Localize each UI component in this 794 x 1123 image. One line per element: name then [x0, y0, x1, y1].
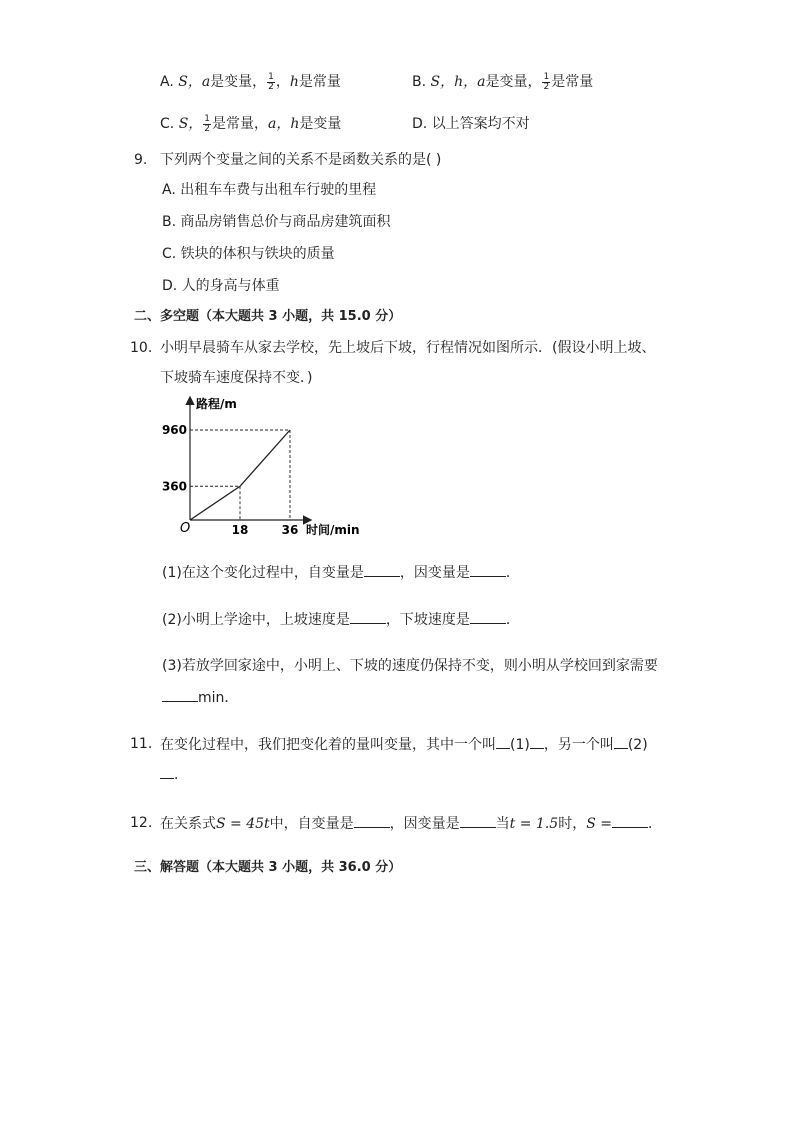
answer-blank[interactable] [530, 734, 544, 749]
answer-blank[interactable] [470, 609, 506, 624]
option-vars: S，h，a [430, 74, 486, 90]
q8-option-c [160, 114, 341, 134]
question-text: ，因变量是 [389, 816, 460, 832]
option-text: 是变量， [210, 74, 267, 90]
option-letter: D. [412, 116, 428, 132]
q10-part1 [162, 562, 520, 583]
question-text: 在变化过程中，我们把变化着的量叫变量，其中一个叫 [160, 737, 496, 753]
dashed-guides [190, 430, 290, 520]
part-text: (1)在这个变化过程中，自变量是 [162, 565, 364, 581]
part-text: min． [198, 690, 239, 706]
part-text: ，下坡速度是 [385, 612, 470, 628]
q11-line2 [160, 764, 188, 785]
option-letter: A. [160, 74, 174, 90]
option-text: 是常量 [551, 74, 594, 90]
q9-option-a: A. 出租车车费与出租车行驶的里程 [162, 182, 377, 198]
fraction [267, 73, 275, 92]
option-text: 是常量 [298, 74, 341, 90]
option-text: 是变量 [299, 116, 342, 132]
answer-blank[interactable] [496, 734, 510, 749]
option-var: h [289, 74, 299, 90]
answer-blank[interactable] [614, 734, 628, 749]
answer-blank[interactable] [354, 813, 390, 828]
part-text: (2)小明上学途中，上坡速度是 [162, 612, 350, 628]
question-text: ，另一个叫 [543, 737, 614, 753]
fraction [542, 73, 550, 92]
q10-number: 10. [130, 340, 153, 356]
answer-blank[interactable] [162, 687, 198, 702]
q8-option-a [160, 72, 341, 92]
question-text: 时， [558, 816, 587, 832]
q8-option-d [412, 114, 530, 134]
q10-part3-line2 [162, 687, 238, 708]
option-text: 是常量， [212, 116, 269, 132]
answer-blank[interactable] [460, 813, 496, 828]
section-heading: 三、解答题（本大题共 3 小题，共 36.0 分） [134, 860, 402, 875]
fraction-den: 2 [268, 81, 274, 92]
option-letter: B. [412, 74, 427, 90]
part-text: ，因变量是 [399, 565, 470, 581]
x-axis-label: 时间/min [306, 523, 360, 537]
y-tick-label: 360 [161, 479, 187, 494]
q9-option-d: D. 人的身高与体重 [162, 278, 280, 294]
part-text: ． [505, 612, 520, 628]
y-axis-label: 路程/m [196, 397, 237, 411]
section-heading: 二、多空题（本大题共 3 小题，共 15.0 分） [134, 309, 402, 324]
q9-option-c: C. 铁块的体积与铁块的质量 [162, 246, 335, 262]
question-text: 当 [495, 816, 510, 832]
option-vars: a，h [268, 116, 300, 132]
x-tick-label: 36 [281, 523, 299, 537]
answer-blank[interactable] [470, 562, 506, 577]
answer-blank[interactable] [160, 764, 174, 779]
part-text: ． [505, 565, 520, 581]
distance-time-graph [160, 392, 390, 542]
formula: S = [586, 816, 612, 832]
q10-part3-line1: (3)若放学回家途中，小明上、下坡的速度仍保持不变，则小明从学校回到家需要 [162, 658, 658, 674]
option-vars: S， [178, 116, 203, 132]
blank-label: (1) [510, 737, 530, 753]
fraction-num: 1 [204, 113, 211, 124]
fraction-den: 2 [204, 123, 211, 134]
answer-blank[interactable] [364, 562, 400, 577]
q9-stem: 下列两个变量之间的关系不是函数关系的是( ) [160, 152, 442, 168]
fraction-num: 1 [268, 71, 274, 82]
formula: t = 1.5 [509, 816, 559, 832]
question-text: 在关系式 [160, 816, 216, 832]
x-tick-label: 18 [231, 523, 249, 537]
option-text: 以上答案均不对 [431, 116, 530, 132]
answer-blank[interactable] [612, 813, 648, 828]
q10-stem-line1: 小明早晨骑车从家去学校，先上坡后下坡，行程情况如图所示．(假设小明上坡、 [160, 340, 656, 356]
question-text: 中，自变量是 [269, 816, 354, 832]
q9-option-b: B. 商品房销售总价与商品房建筑面积 [162, 214, 391, 230]
fraction-num: 1 [543, 71, 550, 82]
fraction-den: 2 [543, 81, 550, 92]
formula: S = 45t [216, 816, 270, 832]
y-tick-label: 960 [161, 423, 187, 437]
question-text: ． [647, 816, 662, 832]
option-vars: S，a [178, 74, 211, 90]
answer-blank[interactable] [350, 609, 386, 624]
option-text: ， [275, 74, 290, 90]
option-letter: C. [160, 116, 175, 132]
q11-line1 [160, 734, 648, 755]
q10-part2 [162, 609, 520, 630]
q8-option-b [412, 72, 593, 92]
q9-number: 9. [134, 152, 148, 168]
origin-label: O [180, 521, 191, 536]
blank-label: (2) [627, 737, 648, 753]
fraction [203, 115, 211, 134]
option-text: 是变量， [485, 74, 542, 90]
q11-number: 11. [130, 736, 153, 752]
q12-line [160, 813, 662, 834]
q10-stem-line2: 下坡骑车速度保持不变．) [160, 370, 313, 386]
question-text: ． [174, 767, 188, 783]
q12-number: 12. [130, 815, 153, 831]
